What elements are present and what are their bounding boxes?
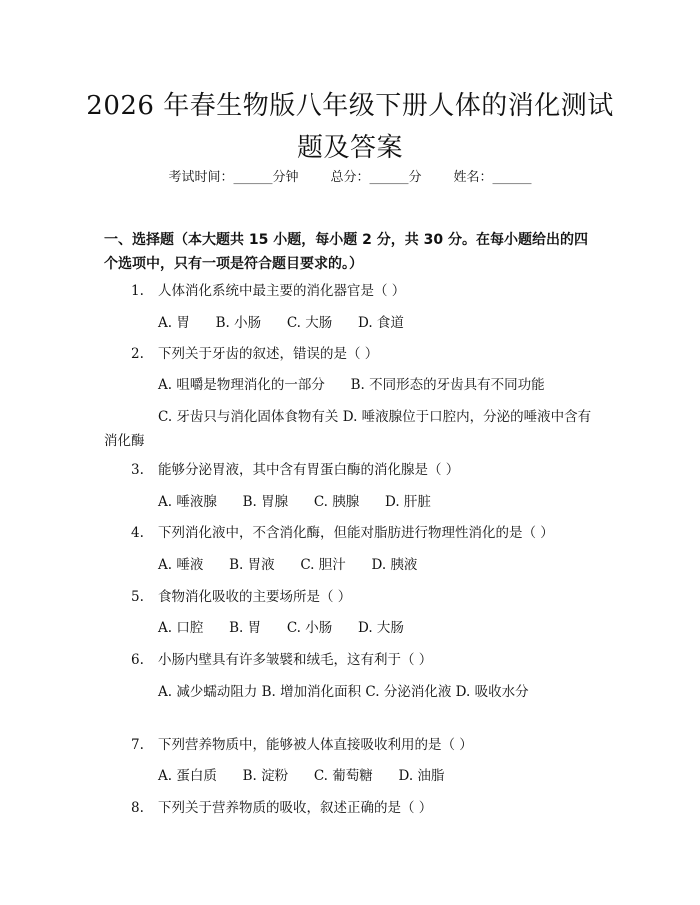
title-line-1: 2026 年春生物版八年级下册人体的消化测试 bbox=[86, 91, 614, 121]
question-options: A. 胃 B. 小肠 C. 大肠 D. 食道 bbox=[158, 315, 404, 331]
question-options: A. 减少蠕动阻力 B. 增加消化面积 C. 分泌消化液 D. 吸收水分 bbox=[158, 684, 529, 700]
question-options: A. 唾液腺 B. 胃腺 C. 胰腺 D. 肝脏 bbox=[158, 494, 431, 510]
question-number: 8. bbox=[131, 800, 144, 816]
question-stem bbox=[131, 458, 459, 482]
question-text: 下列关于营养物质的吸收，叙述正确的是（ ） bbox=[158, 800, 433, 816]
question-options: A. 咀嚼是物理消化的一部分 B. 不同形态的牙齿具有不同功能 bbox=[158, 377, 545, 393]
question-stem bbox=[131, 585, 351, 609]
question-text: 食物消化吸收的主要场所是（ ） bbox=[158, 589, 352, 605]
question-options: A. 口腔 B. 胃 C. 小肠 D. 大肠 bbox=[158, 620, 404, 636]
question-stem bbox=[131, 733, 473, 757]
question-options: A. 蛋白质 B. 淀粉 C. 葡萄糖 D. 油脂 bbox=[158, 768, 445, 784]
time-label: 考试时间： bbox=[168, 170, 234, 185]
exam-meta bbox=[0, 168, 700, 188]
question-number: 4. bbox=[131, 525, 144, 541]
question-stem bbox=[131, 796, 432, 820]
question-text: 人体消化系统中最主要的消化器官是（ ） bbox=[158, 283, 406, 299]
question-options: C. 牙齿只与消化固体食物有关 D. 唾液腺位于口腔内，分泌的唾液中含有消化酶 bbox=[104, 409, 592, 449]
question-stem bbox=[131, 279, 405, 303]
score-blank: ______分 bbox=[369, 170, 422, 185]
score-label: 总分： bbox=[330, 170, 370, 185]
question-number: 6. bbox=[131, 652, 144, 668]
question-number: 3. bbox=[131, 462, 144, 478]
question-stem bbox=[131, 342, 378, 366]
question-text: 能够分泌胃液，其中含有胃蛋白酶的消化腺是（ ） bbox=[158, 462, 460, 478]
question-options: A. 唾液 B. 胃液 C. 胆汁 D. 胰液 bbox=[158, 557, 418, 573]
title-line-2: 题及答案 bbox=[296, 133, 403, 163]
name-label: 姓名： bbox=[453, 170, 493, 185]
question-number: 1. bbox=[131, 283, 144, 299]
question-number: 2. bbox=[131, 346, 144, 362]
question-stem bbox=[131, 521, 554, 545]
question-stem bbox=[131, 648, 432, 672]
question-text: 下列关于牙齿的叙述，错误的是（ ） bbox=[158, 346, 379, 362]
question-text: 小肠内壁具有许多皱襞和绒毛，这有利于（ ） bbox=[158, 652, 433, 668]
question-number: 5. bbox=[131, 589, 144, 605]
name-blank: ______ bbox=[492, 170, 532, 185]
question-number: 7. bbox=[131, 737, 144, 753]
section-heading: 一、选择题（本大题共 15 小题，每小题 2 分，共 30 分。在每小题给出的四个选项中，只有一项是符合题目要求的。） bbox=[104, 232, 588, 272]
question-text: 下列消化液中，不含消化酶，但能对脂肪进行物理性消化的是（ ） bbox=[158, 525, 554, 541]
page-title bbox=[70, 85, 630, 169]
question-text: 下列营养物质中，能够被人体直接吸收利用的是（ ） bbox=[158, 737, 473, 753]
time-blank: ______分钟 bbox=[233, 170, 299, 185]
